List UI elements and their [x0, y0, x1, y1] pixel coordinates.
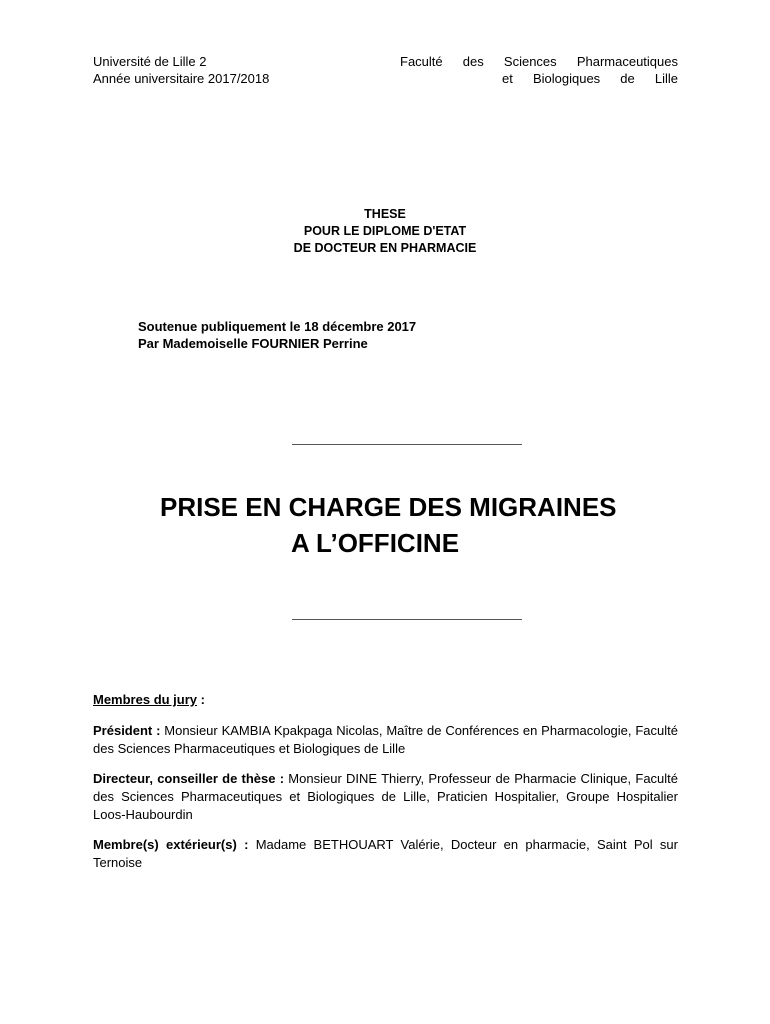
- faculty-name-line2: et Biologiques de Lille: [502, 71, 678, 86]
- jury-section: [93, 691, 678, 884]
- these-line3: DE DOCTEUR EN PHARMACIE: [293, 241, 477, 255]
- soutenance-block: [138, 318, 416, 352]
- jury-heading-colon: :: [197, 692, 205, 707]
- these-line2: POUR LE DIPLOME D'ETAT: [303, 224, 467, 238]
- jury-member-external: [93, 836, 678, 872]
- thesis-title-line2: A L’OFFICINE: [291, 528, 460, 558]
- candidate-name: Par Mademoiselle FOURNIER Perrine: [138, 336, 368, 351]
- divider-bottom: [292, 619, 522, 620]
- jury-member-text: Monsieur KAMBIA Kpakpaga Nicolas, Maître de Conférences en Pharmacologie, Faculté des Sciences Pharmaceutiques et Biologiques de Lille: [93, 723, 678, 756]
- thesis-title-line1: PRISE EN CHARGE DES MIGRAINES: [160, 492, 617, 522]
- jury-role: Président :: [93, 723, 161, 738]
- academic-year: Année universitaire 2017/2018: [93, 71, 270, 86]
- header-right: [400, 53, 678, 87]
- jury-member-text: Monsieur DINE Thierry, Professeur de Pharmacie Clinique, Faculté des Sciences Pharmaceutiques et Biologiques de Lille, Praticien Hospitalier, Groupe Hospitalier Loos-Haubourdin: [93, 771, 679, 822]
- these-line1: THESE: [364, 207, 406, 221]
- jury-member-director: [93, 770, 678, 824]
- jury-member-text: Madame BETHOUART Valérie, Docteur en pharmacie, Saint Pol sur Ternoise: [93, 837, 678, 870]
- jury-heading: [93, 691, 678, 708]
- jury-role: Directeur, conseiller de thèse :: [93, 771, 285, 786]
- jury-member-president: [93, 722, 678, 758]
- university-name: Université de Lille 2: [93, 54, 207, 69]
- jury-role: Membre(s) extérieur(s) :: [93, 837, 249, 852]
- divider-top: [292, 444, 522, 445]
- faculty-name-line1: Faculté des Sciences Pharmaceutiques: [400, 54, 678, 69]
- jury-heading-label: Membres du jury: [93, 692, 198, 707]
- soutenance-date: Soutenue publiquement le 18 décembre 2017: [138, 319, 417, 334]
- these-block: [0, 206, 770, 257]
- header-left: [93, 53, 393, 87]
